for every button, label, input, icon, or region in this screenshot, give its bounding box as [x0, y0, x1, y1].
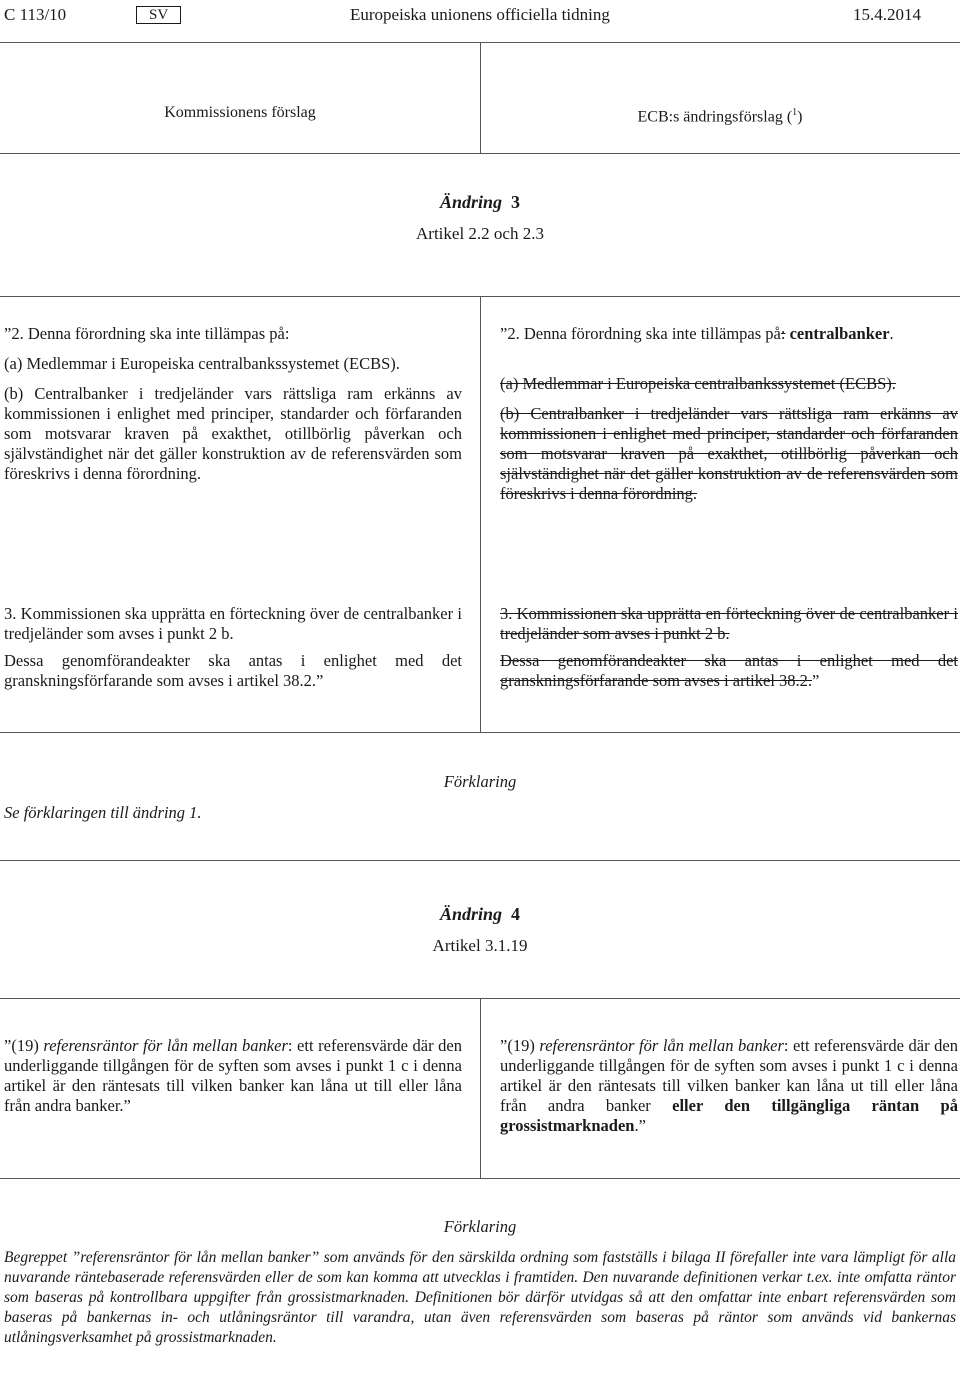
language-code: SV [136, 6, 181, 24]
inserted-text: eller den tillgängliga räntan på grossistmarknaden [500, 1096, 958, 1135]
language-badge [136, 3, 181, 25]
rule-vertical-amendment-3 [480, 296, 481, 732]
journal-title: Europeiska unionens officiella tidning [350, 5, 610, 24]
left-para-3: 3. Kommissionen ska upprätta en förteckning över de centralbanker i tredjeländer som avses i punkt 2 b. [4, 604, 462, 643]
amendment-3-explanation: Se förklaringen till ändring 1. [4, 803, 202, 822]
left-para-2: ”2. Denna förordning ska inte tillämpas på: [4, 324, 290, 343]
amendment-3-article: Artikel 2.2 och 2.3 [416, 224, 544, 243]
amendment-3-title: Ändring 3 [439, 192, 521, 212]
rule-amendment-4-bottom [0, 1178, 960, 1179]
amendment-4-article: Artikel 3.1.19 [432, 936, 528, 955]
rule-before-amendment-4 [0, 860, 960, 861]
right-para-a-deleted: (a) Medlemmar i Europeiska centralbankssystemet (ECBS). [500, 374, 896, 393]
rule-vertical-amendment-4 [480, 998, 481, 1178]
rule-amendment-3-bottom [0, 732, 960, 733]
amendment-4-title: Ändring 4 [439, 904, 521, 924]
right-definition-19: ”(19) referensräntor för lån mellan banker: ett referensvärde där den underliggande tillgången för de syften som avses i punkt 1 c i denna artikel är den räntesats till vilken banker kan låna ut till eller låna från andra banker eller den tillgängliga räntan på grossistmarknaden.” [500, 1036, 958, 1135]
left-column-heading: Kommissionens förslag [164, 104, 316, 121]
defined-term: referensräntor för lån mellan banker [43, 1036, 288, 1055]
right-para-3-deleted: 3. Kommissionen ska upprätta en förteckning över de centralbanker i tredjeländer som avses i punkt 2 b. [500, 604, 958, 643]
amendment-4-explanation: Begreppet ”referensräntor för lån mellan banker” som används för den särskilda ordning som fastställs i bilaga II förefaller inte vara lämpligt för alla nuvarande räntebaserade referensvärden eller de som kan komma att utvecklas i framtiden. Den nuvarande definitionen verkar t.ex. inte omfatta räntor som baseras på kontrollbara uppgifter från grossistmarknaden. Definitionen bör därför utvidgas så att den omfattar inte enbart referensvärden som baseras på bankernas in- och utlåningsräntor till varandra, utan även referensvärden som baseras på räntor som används vid bankernas utlåningsverksamhet på grossistmarknaden. [4, 1249, 956, 1346]
journal-reference: C 113/10 [4, 5, 67, 24]
defined-term: referensräntor för lån mellan banker [539, 1036, 784, 1055]
right-para-3b-deleted: Dessa genomförandeakter ska antas i enlighet med det granskningsförfarande som avses i artikel 38.2. [500, 651, 958, 690]
footnote-ref[interactable]: 1 [792, 107, 798, 118]
left-definition-19: ”(19) referensräntor för lån mellan banker: ett referensvärde där den underliggande tillgången för de syften som avses i punkt 1 c i denna artikel är den räntesats till vilken banker kan låna ut till eller låna från andra banker.” [4, 1036, 462, 1115]
right-para-3b: Dessa genomförandeakter ska antas i enlighet med det granskningsförfarande som avses i artikel 38.2.” [500, 651, 958, 690]
right-para-2: ”2. Denna förordning ska inte tillämpas på: centralbanker. [500, 324, 894, 343]
left-para-a: (a) Medlemmar i Europeiska centralbankssystemet (ECBS). [4, 354, 400, 373]
publication-date: 15.4.2014 [853, 5, 921, 24]
rule-after-headings [0, 153, 960, 154]
inserted-text: centralbanker [785, 324, 890, 343]
rule-vertical-headings [480, 42, 481, 153]
left-para-3b: Dessa genomförandeakter ska antas i enlighet med det granskningsförfarande som avses i artikel 38.2.” [4, 651, 462, 690]
amendment-4-explanation-title: Förklaring [443, 1217, 517, 1236]
right-para-b-deleted: (b) Centralbanker i tredjeländer vars rättsliga ram erkänns av kommissionen i enlighet med principer, standarder och förfaranden som motsvarar kraven på exakthet, otillbörlig påverkan och självständighet när det gäller konstruktion av de referensvärden som föreskrivs i denna förordning. [500, 404, 958, 503]
amendment-3-explanation-title: Förklaring [443, 772, 517, 791]
right-column-heading: ECB:s ändringsförslag ($^1$) [637, 107, 803, 126]
left-para-b: (b) Centralbanker i tredjeländer vars rättsliga ram erkänns av kommissionen i enlighet med principer, standarder och förfaranden som motsvarar kraven på exakthet, otillbörlig påverkan och självständighet när det gäller konstruktion av de referensvärden som föreskrivs i denna förordning. [4, 384, 462, 483]
deleted-text: : [780, 324, 786, 343]
